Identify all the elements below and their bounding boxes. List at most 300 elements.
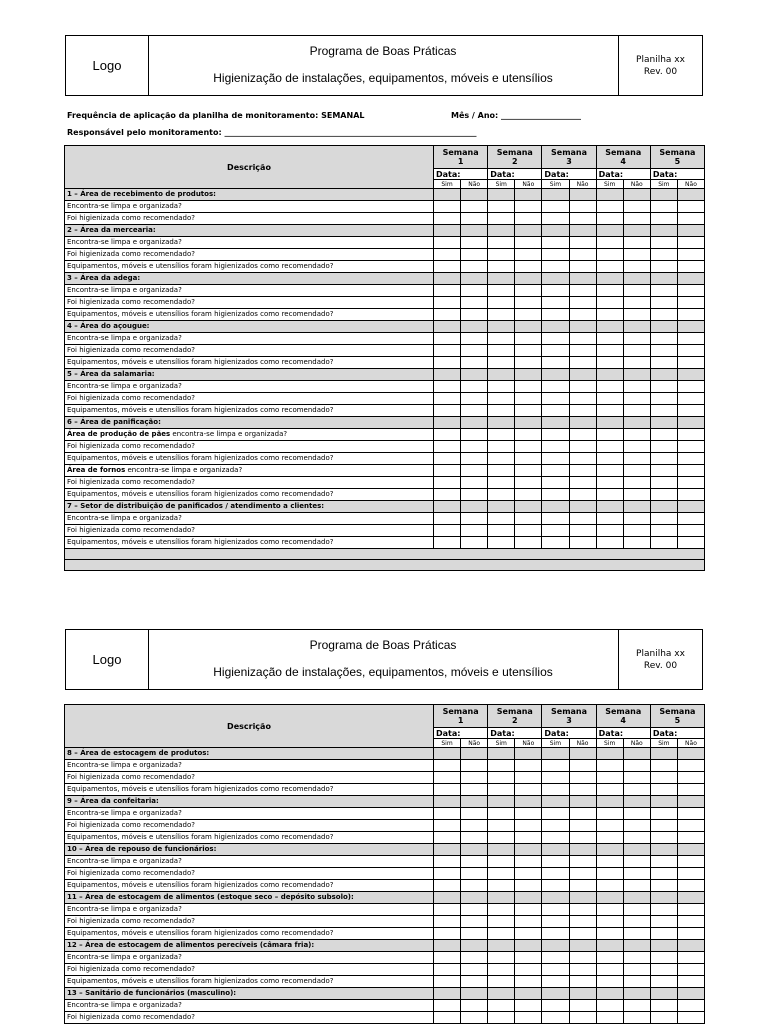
yes-checkbox-week-1[interactable]	[434, 333, 461, 345]
date-field-week-1[interactable]: Data:	[434, 728, 488, 739]
yes-checkbox-week-1[interactable]	[434, 892, 461, 904]
yes-checkbox-week-1[interactable]	[434, 976, 461, 988]
no-checkbox-week-3[interactable]	[569, 856, 596, 868]
no-checkbox-week-4[interactable]	[623, 976, 650, 988]
no-checkbox-week-3[interactable]	[569, 808, 596, 820]
no-checkbox-week-5[interactable]	[677, 381, 704, 393]
yes-checkbox-week-3[interactable]	[542, 405, 569, 417]
yes-checkbox-week-5[interactable]	[650, 393, 677, 405]
yes-checkbox-week-3[interactable]	[542, 928, 569, 940]
yes-checkbox-week-3[interactable]	[542, 832, 569, 844]
no-checkbox-week-4[interactable]	[623, 844, 650, 856]
no-checkbox-week-2[interactable]	[515, 940, 542, 952]
yes-checkbox-week-1[interactable]	[434, 808, 461, 820]
yes-checkbox-week-3[interactable]	[542, 892, 569, 904]
yes-checkbox-week-2[interactable]	[488, 880, 515, 892]
no-checkbox-week-1[interactable]	[461, 844, 488, 856]
yes-checkbox-week-3[interactable]	[542, 369, 569, 381]
yes-checkbox-week-1[interactable]	[434, 345, 461, 357]
yes-checkbox-week-3[interactable]	[542, 501, 569, 513]
no-checkbox-week-2[interactable]	[515, 772, 542, 784]
yes-checkbox-week-5[interactable]	[650, 357, 677, 369]
yes-checkbox-week-2[interactable]	[488, 333, 515, 345]
date-field-week-4[interactable]: Data:	[596, 728, 650, 739]
yes-checkbox-week-2[interactable]	[488, 988, 515, 1000]
no-checkbox-week-1[interactable]	[461, 453, 488, 465]
no-checkbox-week-2[interactable]	[515, 868, 542, 880]
yes-checkbox-week-1[interactable]	[434, 429, 461, 441]
yes-checkbox-week-4[interactable]	[596, 405, 623, 417]
yes-checkbox-week-2[interactable]	[488, 964, 515, 976]
date-field-week-3[interactable]: Data:	[542, 728, 596, 739]
no-checkbox-week-1[interactable]	[461, 189, 488, 201]
yes-checkbox-week-2[interactable]	[488, 928, 515, 940]
no-checkbox-week-5[interactable]	[677, 417, 704, 429]
yes-checkbox-week-3[interactable]	[542, 393, 569, 405]
yes-checkbox-week-2[interactable]	[488, 772, 515, 784]
yes-checkbox-week-2[interactable]	[488, 441, 515, 453]
no-checkbox-week-5[interactable]	[677, 537, 704, 549]
no-checkbox-week-2[interactable]	[515, 237, 542, 249]
no-checkbox-week-1[interactable]	[461, 429, 488, 441]
no-checkbox-week-2[interactable]	[515, 273, 542, 285]
yes-checkbox-week-4[interactable]	[596, 964, 623, 976]
no-checkbox-week-1[interactable]	[461, 808, 488, 820]
no-checkbox-week-2[interactable]	[515, 988, 542, 1000]
yes-checkbox-week-1[interactable]	[434, 964, 461, 976]
no-checkbox-week-1[interactable]	[461, 489, 488, 501]
yes-checkbox-week-5[interactable]	[650, 189, 677, 201]
yes-checkbox-week-4[interactable]	[596, 856, 623, 868]
yes-checkbox-week-5[interactable]	[650, 237, 677, 249]
yes-checkbox-week-4[interactable]	[596, 940, 623, 952]
no-checkbox-week-2[interactable]	[515, 429, 542, 441]
no-checkbox-week-3[interactable]	[569, 892, 596, 904]
yes-checkbox-week-5[interactable]	[650, 856, 677, 868]
no-checkbox-week-4[interactable]	[623, 748, 650, 760]
no-checkbox-week-5[interactable]	[677, 1012, 704, 1024]
no-checkbox-week-5[interactable]	[677, 369, 704, 381]
yes-checkbox-week-2[interactable]	[488, 285, 515, 297]
no-checkbox-week-1[interactable]	[461, 832, 488, 844]
no-checkbox-week-1[interactable]	[461, 916, 488, 928]
yes-checkbox-week-5[interactable]	[650, 916, 677, 928]
yes-checkbox-week-5[interactable]	[650, 477, 677, 489]
no-checkbox-week-4[interactable]	[623, 796, 650, 808]
no-checkbox-week-5[interactable]	[677, 201, 704, 213]
no-checkbox-week-5[interactable]	[677, 273, 704, 285]
yes-checkbox-week-1[interactable]	[434, 369, 461, 381]
yes-checkbox-week-1[interactable]	[434, 237, 461, 249]
no-checkbox-week-5[interactable]	[677, 261, 704, 273]
no-checkbox-week-2[interactable]	[515, 189, 542, 201]
no-checkbox-week-5[interactable]	[677, 856, 704, 868]
no-checkbox-week-3[interactable]	[569, 441, 596, 453]
no-checkbox-week-4[interactable]	[623, 964, 650, 976]
no-checkbox-week-1[interactable]	[461, 261, 488, 273]
yes-checkbox-week-2[interactable]	[488, 513, 515, 525]
no-checkbox-week-2[interactable]	[515, 760, 542, 772]
no-checkbox-week-4[interactable]	[623, 237, 650, 249]
yes-checkbox-week-4[interactable]	[596, 369, 623, 381]
no-checkbox-week-1[interactable]	[461, 297, 488, 309]
no-checkbox-week-2[interactable]	[515, 880, 542, 892]
yes-checkbox-week-2[interactable]	[488, 940, 515, 952]
no-checkbox-week-3[interactable]	[569, 357, 596, 369]
yes-checkbox-week-5[interactable]	[650, 952, 677, 964]
yes-checkbox-week-3[interactable]	[542, 513, 569, 525]
no-checkbox-week-4[interactable]	[623, 784, 650, 796]
no-checkbox-week-5[interactable]	[677, 513, 704, 525]
yes-checkbox-week-2[interactable]	[488, 381, 515, 393]
no-checkbox-week-1[interactable]	[461, 952, 488, 964]
no-checkbox-week-4[interactable]	[623, 856, 650, 868]
yes-checkbox-week-3[interactable]	[542, 1000, 569, 1012]
yes-checkbox-week-2[interactable]	[488, 976, 515, 988]
yes-checkbox-week-4[interactable]	[596, 189, 623, 201]
yes-checkbox-week-4[interactable]	[596, 285, 623, 297]
no-checkbox-week-4[interactable]	[623, 772, 650, 784]
yes-checkbox-week-2[interactable]	[488, 297, 515, 309]
no-checkbox-week-5[interactable]	[677, 465, 704, 477]
yes-checkbox-week-5[interactable]	[650, 904, 677, 916]
no-checkbox-week-2[interactable]	[515, 213, 542, 225]
yes-checkbox-week-4[interactable]	[596, 1000, 623, 1012]
no-checkbox-week-4[interactable]	[623, 333, 650, 345]
no-checkbox-week-3[interactable]	[569, 465, 596, 477]
no-checkbox-week-3[interactable]	[569, 297, 596, 309]
no-checkbox-week-5[interactable]	[677, 928, 704, 940]
no-checkbox-week-2[interactable]	[515, 297, 542, 309]
yes-checkbox-week-4[interactable]	[596, 537, 623, 549]
no-checkbox-week-2[interactable]	[515, 928, 542, 940]
yes-checkbox-week-2[interactable]	[488, 796, 515, 808]
yes-checkbox-week-3[interactable]	[542, 189, 569, 201]
yes-checkbox-week-4[interactable]	[596, 201, 623, 213]
responsible-field[interactable]: Responsável pelo monitoramento: _______________________________________________________________	[67, 128, 477, 137]
no-checkbox-week-4[interactable]	[623, 297, 650, 309]
no-checkbox-week-2[interactable]	[515, 513, 542, 525]
yes-checkbox-week-4[interactable]	[596, 261, 623, 273]
yes-checkbox-week-4[interactable]	[596, 237, 623, 249]
yes-checkbox-week-4[interactable]	[596, 489, 623, 501]
yes-checkbox-week-5[interactable]	[650, 976, 677, 988]
no-checkbox-week-3[interactable]	[569, 345, 596, 357]
no-checkbox-week-5[interactable]	[677, 405, 704, 417]
no-checkbox-week-3[interactable]	[569, 928, 596, 940]
yes-checkbox-week-1[interactable]	[434, 952, 461, 964]
yes-checkbox-week-2[interactable]	[488, 760, 515, 772]
yes-checkbox-week-3[interactable]	[542, 357, 569, 369]
yes-checkbox-week-3[interactable]	[542, 976, 569, 988]
no-checkbox-week-5[interactable]	[677, 760, 704, 772]
yes-checkbox-week-5[interactable]	[650, 868, 677, 880]
yes-checkbox-week-1[interactable]	[434, 453, 461, 465]
no-checkbox-week-3[interactable]	[569, 772, 596, 784]
yes-checkbox-week-4[interactable]	[596, 249, 623, 261]
no-checkbox-week-3[interactable]	[569, 381, 596, 393]
yes-checkbox-week-5[interactable]	[650, 405, 677, 417]
yes-checkbox-week-3[interactable]	[542, 868, 569, 880]
yes-checkbox-week-3[interactable]	[542, 1012, 569, 1024]
no-checkbox-week-1[interactable]	[461, 393, 488, 405]
yes-checkbox-week-1[interactable]	[434, 465, 461, 477]
no-checkbox-week-4[interactable]	[623, 441, 650, 453]
yes-checkbox-week-5[interactable]	[650, 796, 677, 808]
yes-checkbox-week-1[interactable]	[434, 201, 461, 213]
no-checkbox-week-4[interactable]	[623, 369, 650, 381]
yes-checkbox-week-4[interactable]	[596, 393, 623, 405]
no-checkbox-week-2[interactable]	[515, 201, 542, 213]
yes-checkbox-week-1[interactable]	[434, 784, 461, 796]
no-checkbox-week-5[interactable]	[677, 249, 704, 261]
yes-checkbox-week-1[interactable]	[434, 249, 461, 261]
no-checkbox-week-5[interactable]	[677, 357, 704, 369]
yes-checkbox-week-5[interactable]	[650, 820, 677, 832]
no-checkbox-week-1[interactable]	[461, 1012, 488, 1024]
no-checkbox-week-3[interactable]	[569, 820, 596, 832]
yes-checkbox-week-2[interactable]	[488, 309, 515, 321]
no-checkbox-week-5[interactable]	[677, 952, 704, 964]
no-checkbox-week-2[interactable]	[515, 976, 542, 988]
yes-checkbox-week-5[interactable]	[650, 988, 677, 1000]
no-checkbox-week-4[interactable]	[623, 285, 650, 297]
yes-checkbox-week-5[interactable]	[650, 261, 677, 273]
no-checkbox-week-5[interactable]	[677, 880, 704, 892]
yes-checkbox-week-1[interactable]	[434, 405, 461, 417]
yes-checkbox-week-5[interactable]	[650, 369, 677, 381]
yes-checkbox-week-2[interactable]	[488, 189, 515, 201]
no-checkbox-week-3[interactable]	[569, 796, 596, 808]
yes-checkbox-week-4[interactable]	[596, 381, 623, 393]
no-checkbox-week-1[interactable]	[461, 441, 488, 453]
yes-checkbox-week-4[interactable]	[596, 273, 623, 285]
no-checkbox-week-3[interactable]	[569, 201, 596, 213]
yes-checkbox-week-3[interactable]	[542, 808, 569, 820]
no-checkbox-week-1[interactable]	[461, 748, 488, 760]
yes-checkbox-week-5[interactable]	[650, 501, 677, 513]
yes-checkbox-week-2[interactable]	[488, 501, 515, 513]
no-checkbox-week-4[interactable]	[623, 189, 650, 201]
yes-checkbox-week-3[interactable]	[542, 477, 569, 489]
yes-checkbox-week-3[interactable]	[542, 760, 569, 772]
no-checkbox-week-1[interactable]	[461, 964, 488, 976]
no-checkbox-week-3[interactable]	[569, 988, 596, 1000]
yes-checkbox-week-1[interactable]	[434, 844, 461, 856]
no-checkbox-week-5[interactable]	[677, 441, 704, 453]
no-checkbox-week-3[interactable]	[569, 333, 596, 345]
no-checkbox-week-2[interactable]	[515, 357, 542, 369]
no-checkbox-week-3[interactable]	[569, 249, 596, 261]
no-checkbox-week-3[interactable]	[569, 1000, 596, 1012]
no-checkbox-week-3[interactable]	[569, 369, 596, 381]
no-checkbox-week-4[interactable]	[623, 988, 650, 1000]
no-checkbox-week-1[interactable]	[461, 868, 488, 880]
yes-checkbox-week-3[interactable]	[542, 321, 569, 333]
no-checkbox-week-4[interactable]	[623, 832, 650, 844]
no-checkbox-week-1[interactable]	[461, 477, 488, 489]
no-checkbox-week-4[interactable]	[623, 417, 650, 429]
yes-checkbox-week-3[interactable]	[542, 333, 569, 345]
yes-checkbox-week-4[interactable]	[596, 513, 623, 525]
yes-checkbox-week-4[interactable]	[596, 772, 623, 784]
no-checkbox-week-5[interactable]	[677, 477, 704, 489]
yes-checkbox-week-2[interactable]	[488, 201, 515, 213]
no-checkbox-week-5[interactable]	[677, 501, 704, 513]
yes-checkbox-week-2[interactable]	[488, 868, 515, 880]
yes-checkbox-week-3[interactable]	[542, 820, 569, 832]
yes-checkbox-week-4[interactable]	[596, 453, 623, 465]
no-checkbox-week-3[interactable]	[569, 213, 596, 225]
no-checkbox-week-5[interactable]	[677, 345, 704, 357]
yes-checkbox-week-3[interactable]	[542, 525, 569, 537]
yes-checkbox-week-5[interactable]	[650, 772, 677, 784]
yes-checkbox-week-3[interactable]	[542, 429, 569, 441]
no-checkbox-week-3[interactable]	[569, 525, 596, 537]
yes-checkbox-week-5[interactable]	[650, 513, 677, 525]
yes-checkbox-week-4[interactable]	[596, 357, 623, 369]
no-checkbox-week-3[interactable]	[569, 513, 596, 525]
yes-checkbox-week-1[interactable]	[434, 880, 461, 892]
no-checkbox-week-2[interactable]	[515, 796, 542, 808]
yes-checkbox-week-1[interactable]	[434, 904, 461, 916]
yes-checkbox-week-2[interactable]	[488, 405, 515, 417]
yes-checkbox-week-4[interactable]	[596, 844, 623, 856]
yes-checkbox-week-5[interactable]	[650, 964, 677, 976]
no-checkbox-week-5[interactable]	[677, 976, 704, 988]
yes-checkbox-week-4[interactable]	[596, 832, 623, 844]
yes-checkbox-week-3[interactable]	[542, 441, 569, 453]
no-checkbox-week-3[interactable]	[569, 784, 596, 796]
no-checkbox-week-1[interactable]	[461, 940, 488, 952]
yes-checkbox-week-5[interactable]	[650, 297, 677, 309]
yes-checkbox-week-4[interactable]	[596, 441, 623, 453]
no-checkbox-week-1[interactable]	[461, 501, 488, 513]
yes-checkbox-week-4[interactable]	[596, 916, 623, 928]
no-checkbox-week-2[interactable]	[515, 1000, 542, 1012]
no-checkbox-week-2[interactable]	[515, 964, 542, 976]
yes-checkbox-week-2[interactable]	[488, 213, 515, 225]
yes-checkbox-week-2[interactable]	[488, 844, 515, 856]
yes-checkbox-week-3[interactable]	[542, 916, 569, 928]
yes-checkbox-week-5[interactable]	[650, 309, 677, 321]
yes-checkbox-week-2[interactable]	[488, 856, 515, 868]
yes-checkbox-week-3[interactable]	[542, 964, 569, 976]
no-checkbox-week-4[interactable]	[623, 1012, 650, 1024]
yes-checkbox-week-2[interactable]	[488, 952, 515, 964]
no-checkbox-week-1[interactable]	[461, 784, 488, 796]
yes-checkbox-week-2[interactable]	[488, 237, 515, 249]
no-checkbox-week-3[interactable]	[569, 844, 596, 856]
no-checkbox-week-5[interactable]	[677, 309, 704, 321]
no-checkbox-week-1[interactable]	[461, 213, 488, 225]
yes-checkbox-week-2[interactable]	[488, 1000, 515, 1012]
no-checkbox-week-1[interactable]	[461, 525, 488, 537]
yes-checkbox-week-4[interactable]	[596, 880, 623, 892]
no-checkbox-week-3[interactable]	[569, 952, 596, 964]
no-checkbox-week-1[interactable]	[461, 417, 488, 429]
no-checkbox-week-1[interactable]	[461, 1000, 488, 1012]
yes-checkbox-week-3[interactable]	[542, 285, 569, 297]
no-checkbox-week-1[interactable]	[461, 988, 488, 1000]
no-checkbox-week-3[interactable]	[569, 321, 596, 333]
no-checkbox-week-3[interactable]	[569, 537, 596, 549]
yes-checkbox-week-5[interactable]	[650, 928, 677, 940]
no-checkbox-week-4[interactable]	[623, 345, 650, 357]
no-checkbox-week-5[interactable]	[677, 237, 704, 249]
yes-checkbox-week-5[interactable]	[650, 213, 677, 225]
no-checkbox-week-1[interactable]	[461, 513, 488, 525]
yes-checkbox-week-4[interactable]	[596, 748, 623, 760]
no-checkbox-week-1[interactable]	[461, 201, 488, 213]
yes-checkbox-week-3[interactable]	[542, 784, 569, 796]
yes-checkbox-week-1[interactable]	[434, 988, 461, 1000]
no-checkbox-week-4[interactable]	[623, 760, 650, 772]
no-checkbox-week-4[interactable]	[623, 525, 650, 537]
yes-checkbox-week-1[interactable]	[434, 417, 461, 429]
yes-checkbox-week-1[interactable]	[434, 189, 461, 201]
no-checkbox-week-2[interactable]	[515, 525, 542, 537]
yes-checkbox-week-1[interactable]	[434, 285, 461, 297]
yes-checkbox-week-4[interactable]	[596, 808, 623, 820]
no-checkbox-week-2[interactable]	[515, 501, 542, 513]
no-checkbox-week-3[interactable]	[569, 904, 596, 916]
no-checkbox-week-3[interactable]	[569, 309, 596, 321]
date-field-week-5[interactable]: Data:	[650, 169, 704, 180]
yes-checkbox-week-1[interactable]	[434, 916, 461, 928]
yes-checkbox-week-1[interactable]	[434, 393, 461, 405]
yes-checkbox-week-2[interactable]	[488, 321, 515, 333]
no-checkbox-week-2[interactable]	[515, 784, 542, 796]
yes-checkbox-week-5[interactable]	[650, 760, 677, 772]
no-checkbox-week-2[interactable]	[515, 832, 542, 844]
no-checkbox-week-2[interactable]	[515, 748, 542, 760]
date-field-week-5[interactable]: Data:	[650, 728, 704, 739]
no-checkbox-week-4[interactable]	[623, 892, 650, 904]
no-checkbox-week-1[interactable]	[461, 381, 488, 393]
no-checkbox-week-1[interactable]	[461, 309, 488, 321]
no-checkbox-week-4[interactable]	[623, 537, 650, 549]
no-checkbox-week-1[interactable]	[461, 249, 488, 261]
yes-checkbox-week-2[interactable]	[488, 369, 515, 381]
no-checkbox-week-4[interactable]	[623, 453, 650, 465]
no-checkbox-week-3[interactable]	[569, 261, 596, 273]
yes-checkbox-week-3[interactable]	[542, 237, 569, 249]
no-checkbox-week-1[interactable]	[461, 796, 488, 808]
yes-checkbox-week-3[interactable]	[542, 796, 569, 808]
yes-checkbox-week-2[interactable]	[488, 748, 515, 760]
yes-checkbox-week-3[interactable]	[542, 249, 569, 261]
yes-checkbox-week-2[interactable]	[488, 537, 515, 549]
yes-checkbox-week-1[interactable]	[434, 772, 461, 784]
yes-checkbox-week-5[interactable]	[650, 465, 677, 477]
no-checkbox-week-3[interactable]	[569, 489, 596, 501]
no-checkbox-week-2[interactable]	[515, 808, 542, 820]
yes-checkbox-week-3[interactable]	[542, 988, 569, 1000]
yes-checkbox-week-4[interactable]	[596, 417, 623, 429]
no-checkbox-week-1[interactable]	[461, 976, 488, 988]
no-checkbox-week-3[interactable]	[569, 916, 596, 928]
no-checkbox-week-1[interactable]	[461, 904, 488, 916]
yes-checkbox-week-5[interactable]	[650, 381, 677, 393]
yes-checkbox-week-1[interactable]	[434, 225, 461, 237]
no-checkbox-week-4[interactable]	[623, 249, 650, 261]
yes-checkbox-week-2[interactable]	[488, 892, 515, 904]
yes-checkbox-week-2[interactable]	[488, 417, 515, 429]
no-checkbox-week-5[interactable]	[677, 940, 704, 952]
yes-checkbox-week-4[interactable]	[596, 784, 623, 796]
no-checkbox-week-4[interactable]	[623, 405, 650, 417]
